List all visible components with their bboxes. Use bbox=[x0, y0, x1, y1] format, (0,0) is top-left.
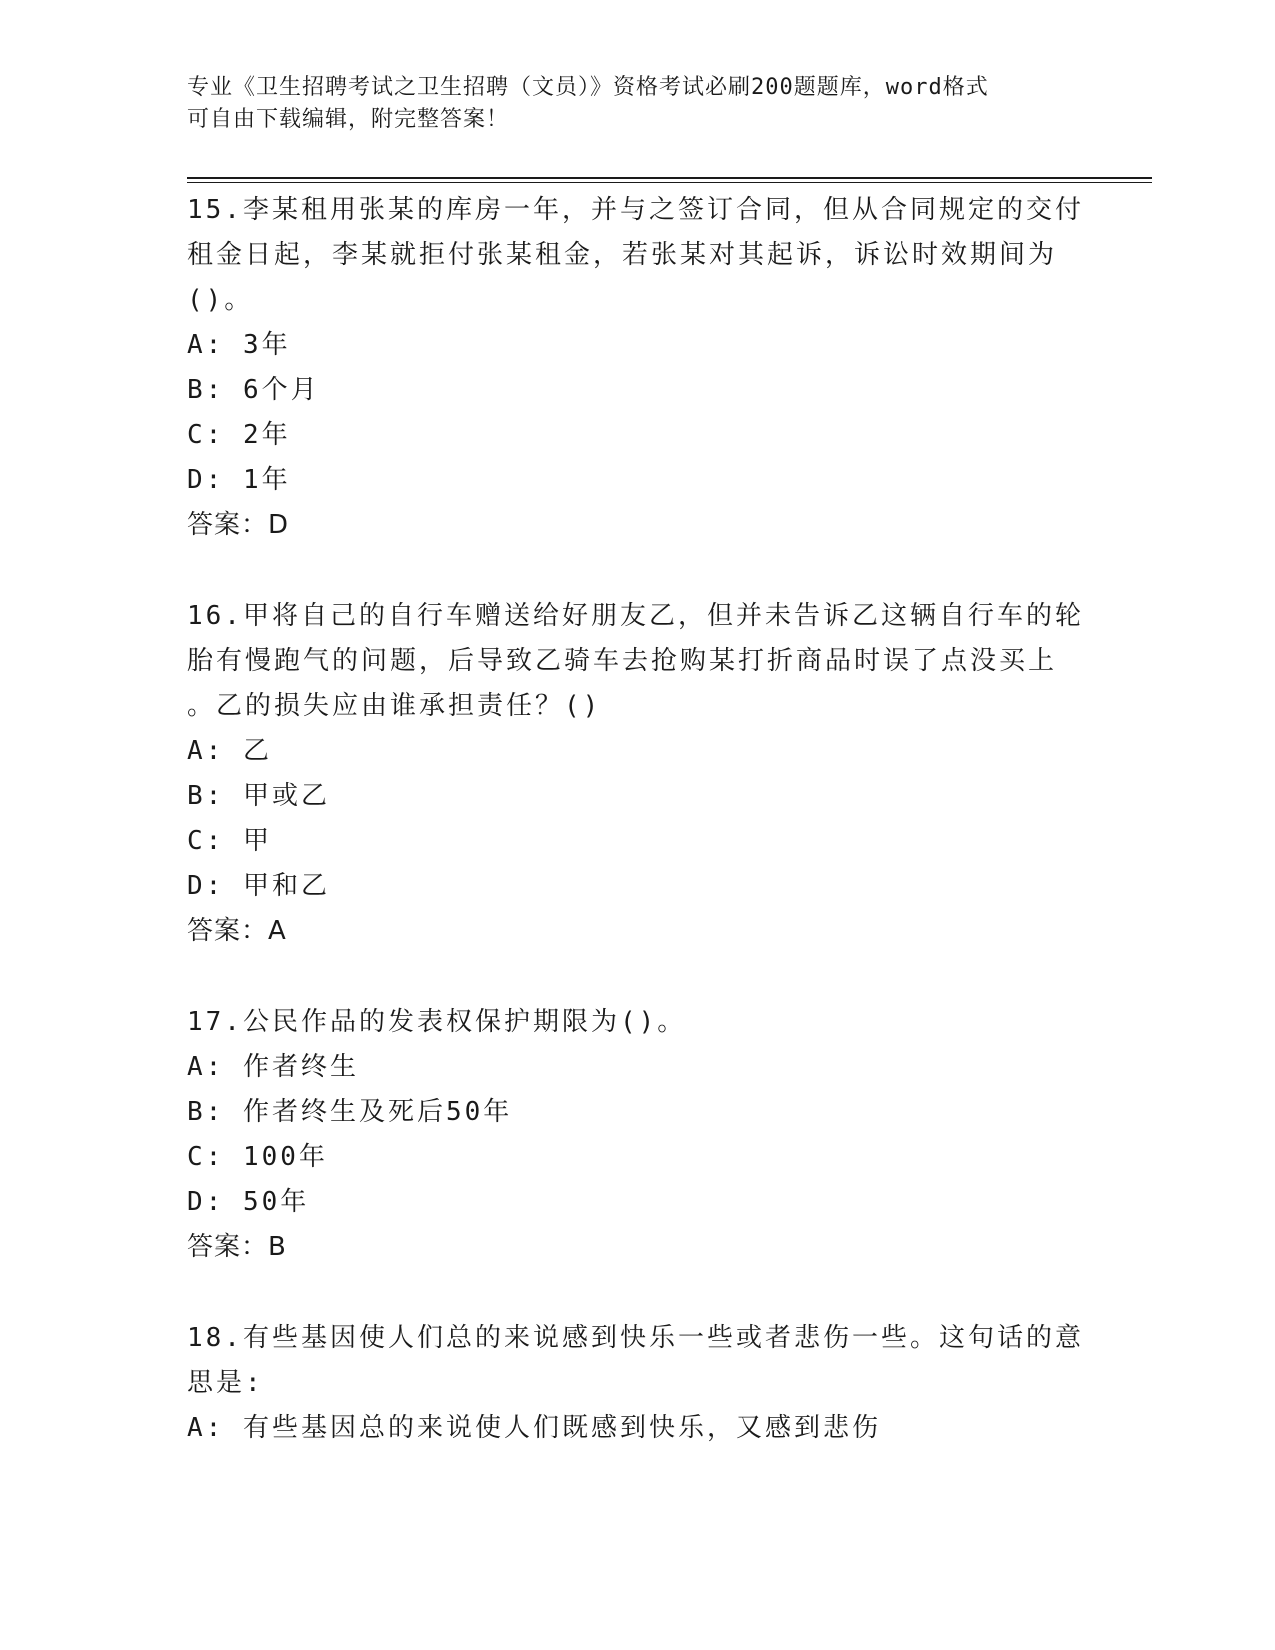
answer bbox=[187, 909, 1087, 954]
answer-label: 答案： bbox=[187, 1232, 269, 1262]
question-text bbox=[187, 188, 1087, 323]
question-text-line: 15.李某租用张某的库房一年，并与之签订合同，但从合同规定的交付 bbox=[187, 195, 1084, 225]
question-text bbox=[187, 594, 1087, 729]
question-18 bbox=[187, 1316, 1087, 1451]
option-a: A: 作者终生 bbox=[187, 1052, 359, 1082]
question-text-line: 。乙的损失应由谁承担责任？() bbox=[187, 691, 602, 721]
answer-value: A bbox=[268, 916, 287, 946]
option-b: B: 作者终生及死后50年 bbox=[187, 1097, 513, 1127]
question-text-line: ()。 bbox=[187, 285, 254, 315]
header-divider-thin bbox=[187, 182, 1152, 183]
option-b: B: 甲或乙 bbox=[187, 781, 330, 811]
option-d: D: 50年 bbox=[187, 1187, 310, 1217]
header-divider-thick bbox=[187, 177, 1152, 179]
document-header bbox=[187, 72, 1067, 136]
option-a: A: 有些基因总的来说使人们既感到快乐，又感到悲伤 bbox=[187, 1413, 881, 1443]
question-text-line: 思是: bbox=[187, 1368, 264, 1398]
question-text bbox=[187, 1316, 1087, 1406]
option-c: C: 2年 bbox=[187, 420, 291, 450]
question-text-line: 胎有慢跑气的问题，后导致乙骑车去抢购某打折商品时误了点没买上 bbox=[187, 646, 1058, 676]
answer-label: 答案： bbox=[187, 916, 269, 946]
option-a: A: 3年 bbox=[187, 330, 291, 360]
question-15 bbox=[187, 188, 1087, 548]
option-a: A: 乙 bbox=[187, 736, 272, 766]
question-text-line: 租金日起，李某就拒付张某租金，若张某对其起诉，诉讼时效期间为 bbox=[187, 240, 1058, 270]
option-c: C: 100年 bbox=[187, 1142, 328, 1172]
question-text-line: 18.有些基因使人们总的来说感到快乐一些或者悲伤一些。这句话的意 bbox=[187, 1323, 1084, 1353]
answer-label: 答案： bbox=[187, 510, 269, 540]
answer-value: B bbox=[268, 1232, 287, 1262]
question-16 bbox=[187, 594, 1087, 954]
question-text-line: 16.甲将自己的自行车赠送给好朋友乙，但并未告诉乙这辆自行车的轮 bbox=[187, 601, 1084, 631]
answer bbox=[187, 1225, 1087, 1270]
answer-value: D bbox=[268, 510, 290, 540]
option-c: C: 甲 bbox=[187, 826, 272, 856]
header-line-1: 专业《卫生招聘考试之卫生招聘（文员）》资格考试必刷200题题库，word格式 bbox=[187, 75, 989, 100]
option-d: D: 1年 bbox=[187, 465, 291, 495]
answer bbox=[187, 503, 1087, 548]
header-line-2: 可自由下载编辑，附完整答案！ bbox=[187, 107, 510, 132]
question-list bbox=[187, 188, 1087, 1497]
question-text-line: 17.公民作品的发表权保护期限为()。 bbox=[187, 1007, 687, 1037]
option-d: D: 甲和乙 bbox=[187, 871, 330, 901]
question-text bbox=[187, 1000, 1087, 1045]
option-b: B: 6个月 bbox=[187, 375, 320, 405]
question-17 bbox=[187, 1000, 1087, 1270]
